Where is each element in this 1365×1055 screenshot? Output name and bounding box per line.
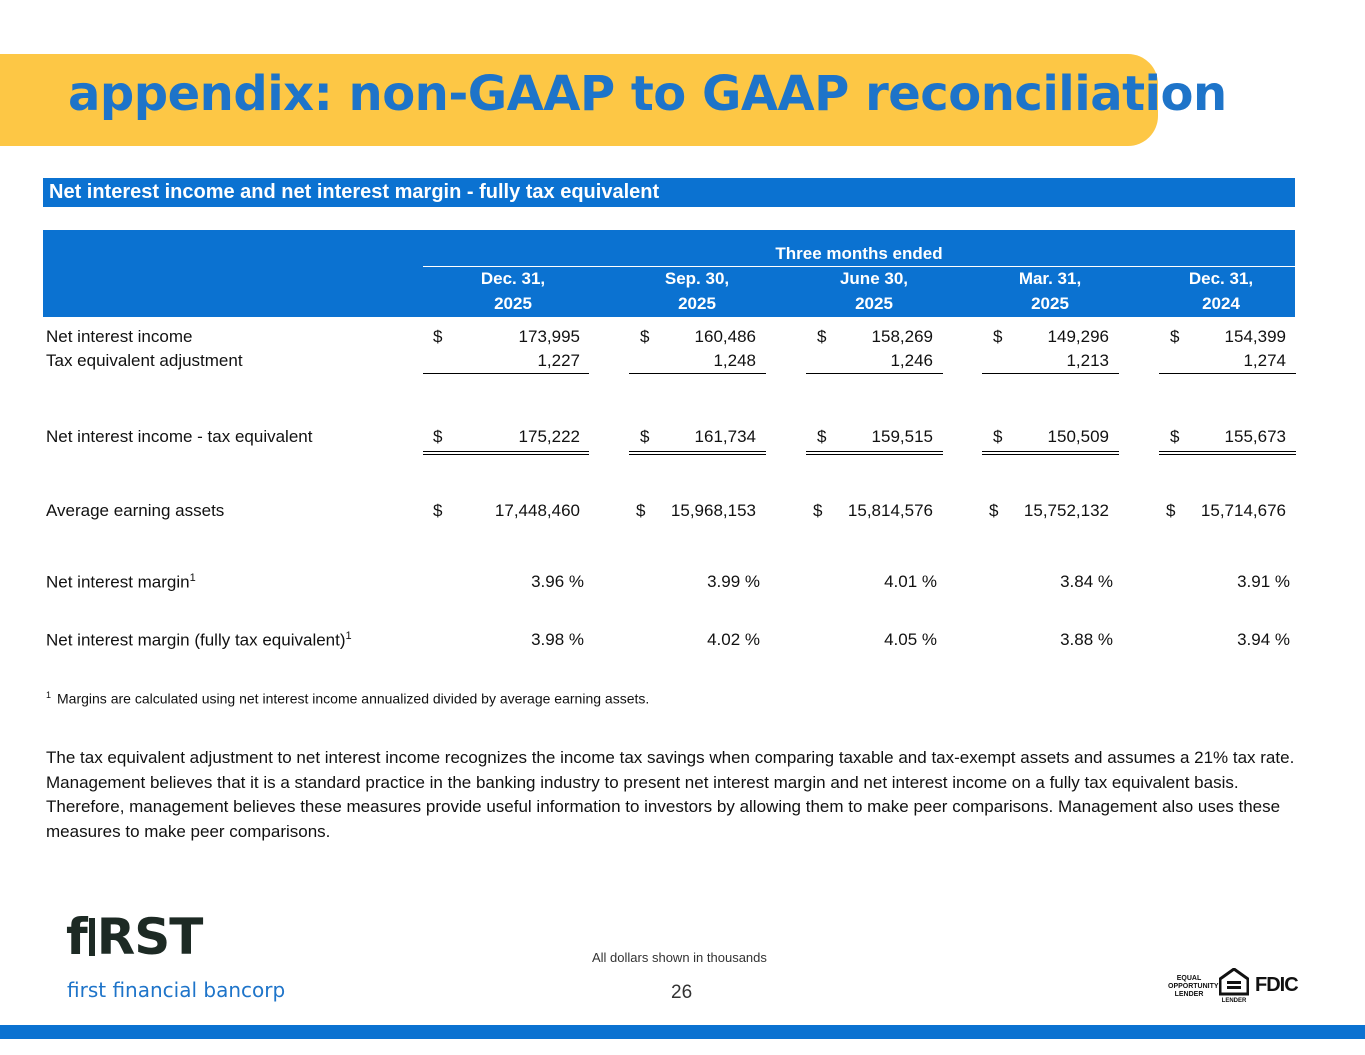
cell-value: 4.02 % xyxy=(707,630,760,649)
row-label-nim xyxy=(46,572,196,593)
column-header-year: 2025 xyxy=(494,294,532,313)
cell-value: 15,968,153 xyxy=(670,501,756,520)
currency-symbol: $ xyxy=(1170,327,1180,346)
cell-value: 3.88 % xyxy=(1060,630,1113,649)
column-header-month: Dec. 31, xyxy=(1188,269,1254,288)
total-double-rule xyxy=(806,451,943,455)
column-header xyxy=(443,266,583,316)
cell-value: 1,248 xyxy=(713,351,756,370)
cell-value: 3.98 % xyxy=(531,630,584,649)
column-header-year: 2025 xyxy=(678,294,716,313)
currency-symbol: $ xyxy=(813,501,823,520)
cell-value: 3.99 % xyxy=(707,572,760,591)
equal-housing-lender-icon xyxy=(1219,968,1249,1004)
cell-value: 1,227 xyxy=(537,351,580,370)
row-label-text: Net interest income - tax equivalent xyxy=(46,427,313,446)
cell-value: 159,515 xyxy=(871,427,933,446)
section-title: Net interest income and net interest margin - fully tax equivalent xyxy=(43,178,1295,207)
currency-symbol: $ xyxy=(433,501,443,520)
column-header-month: Mar. 31, xyxy=(1018,269,1082,288)
cell-value: 161,734 xyxy=(694,427,756,446)
currency-symbol: $ xyxy=(640,327,650,346)
subtotal-rule xyxy=(629,373,766,374)
subtotal-rule xyxy=(806,373,943,374)
fdic-logo: FDIC xyxy=(1255,974,1298,996)
column-header xyxy=(627,266,767,316)
currency-symbol: $ xyxy=(817,327,827,346)
row-label-text: Net interest margin (fully tax equivalent) xyxy=(46,630,346,650)
column-header-year: 2025 xyxy=(1031,294,1069,313)
column-header xyxy=(804,266,944,316)
currency-symbol: $ xyxy=(640,427,650,446)
footnote-marker: 1 xyxy=(46,690,52,700)
page-title: appendix: non-GAAP to GAAP reconciliation xyxy=(68,66,1227,122)
cell-value: 15,714,676 xyxy=(1200,501,1286,520)
currency-symbol: $ xyxy=(636,501,646,520)
cell-value: 1,246 xyxy=(890,351,933,370)
row-label-nim-fte xyxy=(46,630,352,651)
total-double-rule xyxy=(629,451,766,455)
currency-symbol: $ xyxy=(993,327,1003,346)
row-label-text: Average earning assets xyxy=(46,501,225,520)
explanation-paragraph: The tax equivalent adjustment to net interest income recognizes the income tax savings when comparing taxable and tax-exempt assets and assumes a 21% tax rate. Management believes that it is a standard practice in the banking industry to present net interest margin and net interest income on a fully tax equivalent basis. Therefore, management believes these measures provide useful information to investors by allowing them to make peer comparisons. Management also uses these measures to make peer comparisons. xyxy=(46,748,1295,841)
subtotal-rule xyxy=(423,373,589,374)
cell-value: 155,673 xyxy=(1224,427,1286,446)
cell-value: 15,752,132 xyxy=(1023,501,1109,520)
cell-value: 1,274 xyxy=(1243,351,1286,370)
currency-symbol: $ xyxy=(1166,501,1176,520)
company-logo-wordmark: f RST xyxy=(66,908,203,966)
cell-value: 4.05 % xyxy=(884,630,937,649)
cell-value: 3.91 % xyxy=(1237,572,1290,591)
column-header xyxy=(1151,266,1291,316)
total-double-rule xyxy=(1159,451,1296,455)
bottom-bar xyxy=(0,1025,1365,1039)
column-header-month: June 30, xyxy=(839,269,909,288)
page-number: 26 xyxy=(671,982,693,1003)
company-logo-subtitle: first financial bancorp xyxy=(67,978,286,1002)
column-header-month: Dec. 31, xyxy=(480,269,546,288)
svg-text:LENDER: LENDER xyxy=(1221,998,1247,1004)
currency-symbol: $ xyxy=(993,427,1003,446)
group-header: Three months ended xyxy=(775,244,943,263)
cell-value: 173,995 xyxy=(518,327,580,346)
row-label-text: Tax equivalent adjustment xyxy=(46,351,243,370)
row-label-nii-te xyxy=(46,427,312,447)
column-header-year: 2025 xyxy=(855,294,893,313)
footnote xyxy=(46,690,649,707)
subtotal-rule xyxy=(1159,373,1296,374)
cell-value: 4.01 % xyxy=(884,572,937,591)
cell-value: 3.96 % xyxy=(531,572,584,591)
cell-value: 17,448,460 xyxy=(494,501,580,520)
footer-note: All dollars shown in thousands xyxy=(592,950,767,965)
row-label-text: Net interest income xyxy=(46,327,193,346)
cell-value: 3.84 % xyxy=(1060,572,1113,591)
cell-value: 154,399 xyxy=(1224,327,1286,346)
currency-symbol: $ xyxy=(433,427,443,446)
row-label-aea xyxy=(46,501,224,521)
currency-symbol: $ xyxy=(817,427,827,446)
footnote-ref: 1 xyxy=(189,572,196,584)
row-label-nii xyxy=(46,327,192,347)
currency-symbol: $ xyxy=(1170,427,1180,446)
column-header-year: 2024 xyxy=(1202,294,1240,313)
subtotal-rule xyxy=(982,373,1119,374)
column-header xyxy=(980,266,1120,316)
row-label-text: Net interest margin xyxy=(46,572,190,592)
total-double-rule xyxy=(982,451,1119,455)
cell-value: 15,814,576 xyxy=(847,501,933,520)
column-header-month: Sep. 30, xyxy=(664,269,730,288)
cell-value: 175,222 xyxy=(518,427,580,446)
cell-value: 1,213 xyxy=(1066,351,1109,370)
cell-value: 3.94 % xyxy=(1237,630,1290,649)
cell-value: 158,269 xyxy=(871,327,933,346)
currency-symbol: $ xyxy=(989,501,999,520)
cell-value: 160,486 xyxy=(694,327,756,346)
row-label-tea xyxy=(46,351,243,371)
footnote-text: Margins are calculated using net interest income annualized divided by average earning assets. xyxy=(57,690,650,707)
currency-symbol: $ xyxy=(433,327,443,346)
cell-value: 149,296 xyxy=(1047,327,1109,346)
footnote-ref: 1 xyxy=(345,630,352,642)
total-double-rule xyxy=(423,451,589,455)
cell-value: 150,509 xyxy=(1047,427,1109,446)
equal-opportunity-lender-badge: EQUAL OPPORTUNITY LENDER xyxy=(1168,975,1219,998)
